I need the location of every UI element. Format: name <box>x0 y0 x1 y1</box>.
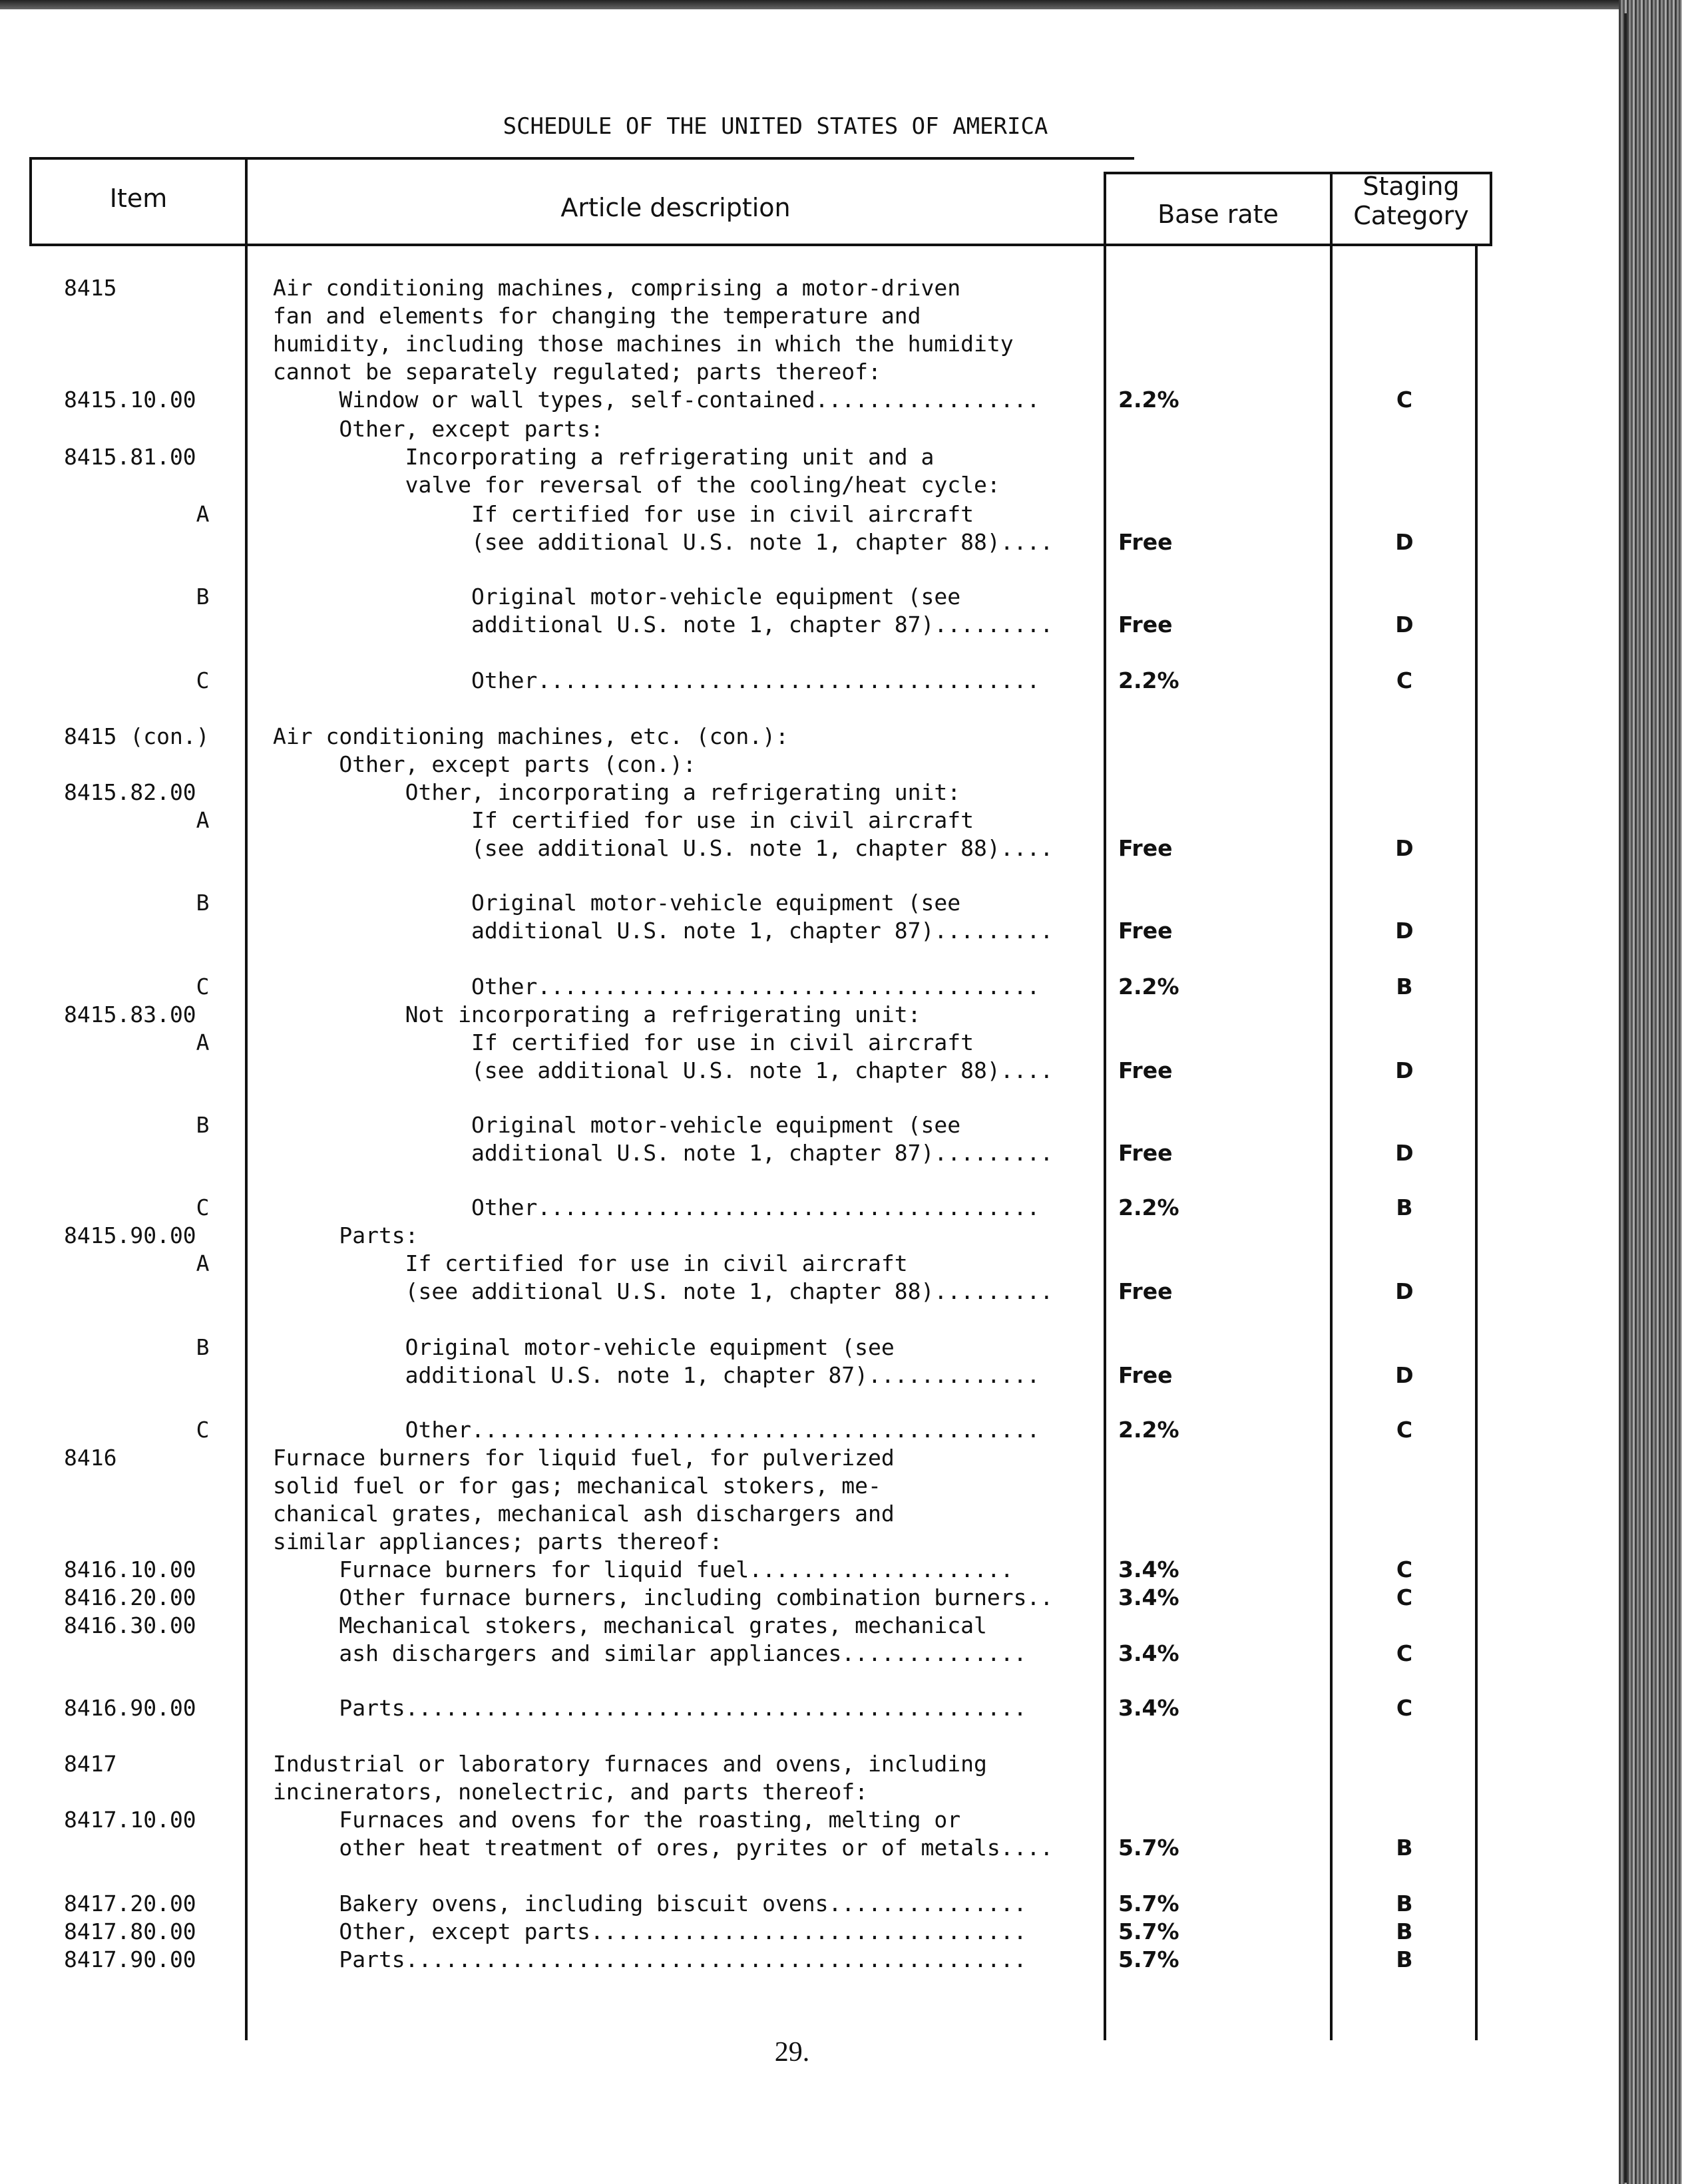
header-staging-line2: Category <box>1353 201 1469 230</box>
article-description: other heat treatment of ores, pyrites or of metals.... <box>273 1835 1054 1861</box>
base-rate: 2.2% <box>1118 387 1179 413</box>
article-description: Mechanical stokers, mechanical grates, mechanical <box>273 1612 987 1638</box>
item-code: 8415.82.00 <box>64 779 196 805</box>
article-description: Original motor-vehicle equipment (see <box>273 890 961 916</box>
article-description: Window or wall types, self-contained................. <box>273 387 1040 413</box>
scan-edge-top <box>0 0 1624 9</box>
article-description: Original motor-vehicle equipment (see <box>273 1334 895 1360</box>
staging-category: C <box>1396 1417 1413 1443</box>
article-description: Not incorporating a refrigerating unit: <box>273 1001 921 1027</box>
item-code: 8415 (con.) <box>64 723 210 749</box>
col-divider-right <box>1490 172 1492 246</box>
item-code: 8416.30.00 <box>64 1612 196 1638</box>
item-code: 8415.10.00 <box>64 387 196 413</box>
item-code: B <box>64 1112 210 1138</box>
article-description: Original motor-vehicle equipment (see <box>273 584 961 610</box>
item-code: B <box>64 584 210 610</box>
staging-category: D <box>1395 1362 1414 1388</box>
staging-category: B <box>1396 1946 1413 1972</box>
article-description: Other, incorporating a refrigerating unit: <box>273 779 961 805</box>
base-rate: 2.2% <box>1118 667 1179 693</box>
staging-category: D <box>1395 1057 1414 1083</box>
article-description: Other, except parts (con.): <box>273 751 696 777</box>
base-rate: Free <box>1118 835 1173 861</box>
article-description: additional U.S. note 1, chapter 87)......... <box>273 918 1054 944</box>
item-code: 8417.80.00 <box>64 1918 196 1944</box>
item-code: 8416.10.00 <box>64 1556 196 1582</box>
staging-category: B <box>1396 974 1413 1000</box>
page-title: SCHEDULE OF THE UNITED STATES OF AMERICA <box>503 113 1048 140</box>
staging-category: C <box>1396 1584 1413 1610</box>
item-code: 8415.81.00 <box>64 444 196 470</box>
item-code: B <box>64 1334 210 1360</box>
base-rate: Free <box>1118 918 1173 944</box>
base-rate: 2.2% <box>1118 1417 1179 1443</box>
article-description: (see additional U.S. note 1, chapter 88)......... <box>273 1278 1054 1304</box>
base-rate: 5.7% <box>1118 1918 1179 1944</box>
article-description: If certified for use in civil aircraft <box>273 501 974 527</box>
base-rate: 2.2% <box>1118 1194 1179 1220</box>
article-description: Other...................................... <box>273 667 1040 693</box>
article-description: Parts............................................... <box>273 1695 1027 1721</box>
col-divider-desc <box>1104 172 1106 2040</box>
article-description: Parts: <box>273 1222 419 1248</box>
item-code: 8417.90.00 <box>64 1946 196 1972</box>
article-description: Furnaces and ovens for the roasting, melting or <box>273 1807 961 1833</box>
article-description: Incorporating a refrigerating unit and a <box>273 444 935 470</box>
article-description: If certified for use in civil aircraft <box>273 1250 908 1276</box>
header-bottom-rule <box>29 244 1491 246</box>
table-top-rule <box>29 157 1134 160</box>
item-code: 8416.90.00 <box>64 1695 196 1721</box>
article-description: Other........................................... <box>273 1417 1040 1443</box>
item-code: C <box>64 1417 210 1443</box>
item-code: B <box>64 890 210 916</box>
base-rate: 5.7% <box>1118 1835 1179 1861</box>
base-rate: 3.4% <box>1118 1640 1179 1666</box>
item-code: 8416 <box>64 1445 117 1471</box>
article-description: ash dischargers and similar appliances.............. <box>273 1640 1027 1666</box>
article-description: Air conditioning machines, comprising a motor-driven <box>273 275 961 301</box>
item-code: 8415 <box>64 275 117 301</box>
staging-category: B <box>1396 1835 1413 1861</box>
item-code: C <box>64 667 210 693</box>
base-rate: 3.4% <box>1118 1584 1179 1610</box>
article-description: (see additional U.S. note 1, chapter 88).... <box>273 835 1054 861</box>
staging-category: B <box>1396 1918 1413 1944</box>
item-code: 8417.20.00 <box>64 1891 196 1916</box>
article-description: Bakery ovens, including biscuit ovens............... <box>273 1891 1027 1916</box>
scan-edge-line <box>1624 13 1627 2183</box>
base-rate: 3.4% <box>1118 1695 1179 1721</box>
item-code: A <box>64 807 210 833</box>
col-divider-item <box>245 157 248 2040</box>
item-code: 8417 <box>64 1751 117 1777</box>
base-rate: Free <box>1118 612 1173 637</box>
article-description: similar appliances; parts thereof: <box>273 1529 723 1554</box>
staging-category: C <box>1396 387 1413 413</box>
staging-category: D <box>1395 612 1414 637</box>
header-description: Article description <box>560 193 791 222</box>
article-description: Other, except parts: <box>273 416 604 442</box>
base-rate: Free <box>1118 1278 1173 1304</box>
article-description: incinerators, nonelectric, and parts thereof: <box>273 1779 869 1805</box>
article-description: solid fuel or for gas; mechanical stokers, me- <box>273 1473 881 1499</box>
base-rate: Free <box>1118 529 1173 555</box>
article-description: Industrial or laboratory furnaces and ovens, including <box>273 1751 987 1777</box>
base-rate: Free <box>1118 1362 1173 1388</box>
item-code: A <box>64 501 210 527</box>
article-description: Other, except parts................................. <box>273 1918 1027 1944</box>
article-description: cannot be separately regulated; parts thereof: <box>273 359 881 385</box>
article-description: If certified for use in civil aircraft <box>273 807 974 833</box>
header-base-rate: Base rate <box>1157 200 1279 229</box>
article-description: valve for reversal of the cooling/heat cycle: <box>273 472 1000 498</box>
staging-category: D <box>1395 1278 1414 1304</box>
article-description: Other...................................... <box>273 974 1040 1000</box>
col-divider-rate <box>1330 172 1333 2040</box>
staging-category: D <box>1395 529 1414 555</box>
article-description: (see additional U.S. note 1, chapter 88).... <box>273 529 1054 555</box>
article-description: additional U.S. note 1, chapter 87)......... <box>273 1140 1054 1166</box>
staging-category: B <box>1396 1891 1413 1916</box>
base-rate: 5.7% <box>1118 1946 1179 1972</box>
base-rate: Free <box>1118 1140 1173 1166</box>
article-description: Original motor-vehicle equipment (see <box>273 1112 961 1138</box>
item-code: C <box>64 1194 210 1220</box>
item-code: C <box>64 974 210 1000</box>
item-code: A <box>64 1250 210 1276</box>
staging-category: C <box>1396 667 1413 693</box>
staging-category: D <box>1395 918 1414 944</box>
staging-category: B <box>1396 1194 1413 1220</box>
article-description: Other furnace burners, including combination burners.. <box>273 1584 1054 1610</box>
staging-category: D <box>1395 1140 1414 1166</box>
staging-category: C <box>1396 1556 1413 1582</box>
article-description: If certified for use in civil aircraft <box>273 1029 974 1055</box>
item-code: 8417.10.00 <box>64 1807 196 1833</box>
header-item: Item <box>109 184 168 213</box>
article-description: additional U.S. note 1, chapter 87)......... <box>273 612 1054 637</box>
item-code: 8416.20.00 <box>64 1584 196 1610</box>
article-description: Furnace burners for liquid fuel, for pulverized <box>273 1445 895 1471</box>
article-description: Air conditioning machines, etc. (con.): <box>273 723 789 749</box>
scan-edge-right <box>1619 0 1682 2184</box>
base-rate: 2.2% <box>1118 974 1179 1000</box>
article-description: additional U.S. note 1, chapter 87)............. <box>273 1362 1040 1388</box>
article-description: chanical grates, mechanical ash dischargers and <box>273 1501 895 1527</box>
article-description: Furnace burners for liquid fuel.................... <box>273 1556 1014 1582</box>
article-description: humidity, including those machines in which the humidity <box>273 331 1014 357</box>
item-code: A <box>64 1029 210 1055</box>
article-description: (see additional U.S. note 1, chapter 88).... <box>273 1057 1054 1083</box>
staging-category: D <box>1395 835 1414 861</box>
staging-category: C <box>1396 1695 1413 1721</box>
article-description: fan and elements for changing the temperature and <box>273 303 921 329</box>
base-rate: 3.4% <box>1118 1556 1179 1582</box>
item-code: 8415.90.00 <box>64 1222 196 1248</box>
article-description: Parts............................................... <box>273 1946 1027 1972</box>
base-rate: 5.7% <box>1118 1891 1179 1916</box>
article-description: Other...................................... <box>273 1194 1040 1220</box>
page-number: 29. <box>774 2037 810 2068</box>
item-code: 8415.83.00 <box>64 1001 196 1027</box>
staging-category: C <box>1396 1640 1413 1666</box>
base-rate: Free <box>1118 1057 1173 1083</box>
header-staging-line1: Staging <box>1363 172 1460 201</box>
